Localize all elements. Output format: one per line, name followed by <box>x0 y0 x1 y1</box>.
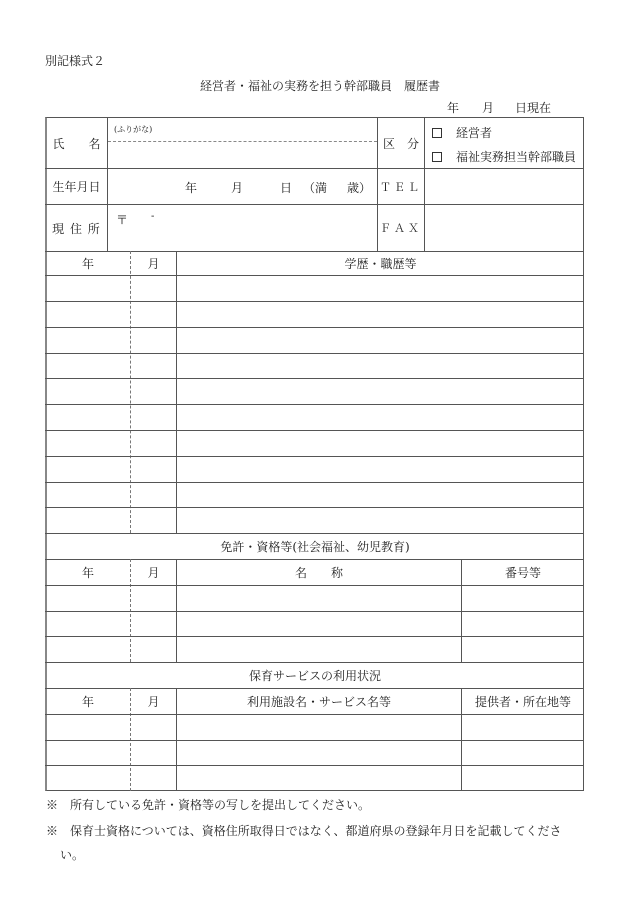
birth-month-label: 月 <box>231 181 244 195</box>
column-header: 学歴・職歴等 <box>344 257 417 271</box>
childcare-section-title <box>46 663 584 688</box>
date-year-label: 年 <box>447 101 460 115</box>
column-header: 月 <box>147 257 160 271</box>
birthdate-label-text: 生年月日 <box>52 180 101 194</box>
childcare-header-year <box>46 689 130 714</box>
birth-year-label: 年 <box>185 181 198 195</box>
checkbox-icon[interactable] <box>432 152 442 162</box>
postal-mark-icon: 〒 <box>116 213 129 227</box>
fax-label-text: ＦＡＸ <box>380 222 422 235</box>
column-header: 年 <box>81 566 94 580</box>
category-option-welfare-staff[interactable] <box>432 148 576 165</box>
age-close-label: 歳） <box>347 181 372 195</box>
childcare-header-provider <box>462 689 584 714</box>
childcare-header-facility <box>177 689 461 714</box>
history-header-content <box>177 252 584 275</box>
table-row[interactable] <box>46 328 584 353</box>
category-option-label: 福祉実務担当幹部職員 <box>456 150 577 164</box>
column-header: 年 <box>81 257 94 271</box>
table-row[interactable] <box>46 483 584 507</box>
address-input[interactable] <box>108 205 377 251</box>
name-label-text: 氏 名 <box>52 136 101 151</box>
category-option-manager[interactable] <box>432 124 492 141</box>
note-nursery-registration-cont: い。 <box>60 848 85 862</box>
column-header: 提供者・所在地等 <box>474 695 571 709</box>
section-title-text: 免許・資格等(社会福祉、幼児教育) <box>220 540 410 554</box>
date-month-label: 月 <box>482 101 495 115</box>
licenses-header-month <box>131 560 176 585</box>
table-row[interactable] <box>46 379 584 404</box>
table-row[interactable] <box>46 405 584 430</box>
table-row[interactable] <box>46 354 584 378</box>
history-header-year <box>46 252 130 275</box>
table-row[interactable] <box>46 612 584 636</box>
category-label <box>378 118 424 168</box>
form-number: 別記様式２ <box>45 54 106 68</box>
note-copy-submission: ※ 所有している免許・資格等の写しを提出してください。 <box>46 798 371 812</box>
childcare-header-month <box>131 689 176 714</box>
table-row[interactable] <box>46 741 584 765</box>
category-option-label: 経営者 <box>456 126 493 140</box>
table-row[interactable] <box>46 766 584 790</box>
column-header: 利用施設名・サービス名等 <box>246 695 391 709</box>
section-title-text: 保育サービスの利用状況 <box>248 669 381 683</box>
checkbox-icon[interactable] <box>432 128 442 138</box>
table-row[interactable] <box>46 276 584 301</box>
age-open-label: （満 <box>303 181 328 195</box>
tel-input[interactable] <box>425 169 583 204</box>
document-title: 経営者・福祉の実務を担う幹部職員 履歴書 <box>200 79 441 93</box>
history-header-month <box>131 252 176 275</box>
table-row[interactable] <box>46 508 584 533</box>
furigana-label: (ふりがな) <box>114 125 153 134</box>
tel-label <box>378 169 424 204</box>
postal-dash: - <box>151 211 155 222</box>
address-label <box>46 205 107 251</box>
licenses-header-number <box>462 560 584 585</box>
fax-label <box>378 205 424 251</box>
birthdate-label <box>46 169 107 204</box>
fax-input[interactable] <box>425 205 583 251</box>
date-day-label: 日現在 <box>515 101 552 115</box>
table-row[interactable] <box>46 586 584 611</box>
column-header: 名 称 <box>294 566 343 580</box>
birth-day-label: 日 <box>280 181 293 195</box>
table-row[interactable] <box>46 715 584 740</box>
table-row[interactable] <box>46 431 584 456</box>
licenses-section-title <box>46 534 584 559</box>
column-header: 年 <box>81 695 94 709</box>
address-label-text: 現 住 所 <box>52 221 101 236</box>
table-row[interactable] <box>46 457 584 482</box>
birthdate-input[interactable] <box>108 169 377 204</box>
name-input[interactable] <box>108 142 377 168</box>
note-nursery-registration: ※ 保育士資格については、資格住所取得日ではなく、都道府県の登録年月日を記載してくださ <box>46 824 562 838</box>
name-label <box>46 118 107 168</box>
column-header: 月 <box>147 566 160 580</box>
licenses-header-name <box>177 560 461 585</box>
licenses-header-year <box>46 560 130 585</box>
furigana-input[interactable] <box>108 118 377 141</box>
table-row[interactable] <box>46 302 584 327</box>
column-header: 番号等 <box>504 566 541 580</box>
column-header: 月 <box>147 695 160 709</box>
tel-label-text: ＴＥＬ <box>380 180 422 194</box>
category-label-text: 区 分 <box>382 136 419 151</box>
table-row[interactable] <box>46 637 584 662</box>
